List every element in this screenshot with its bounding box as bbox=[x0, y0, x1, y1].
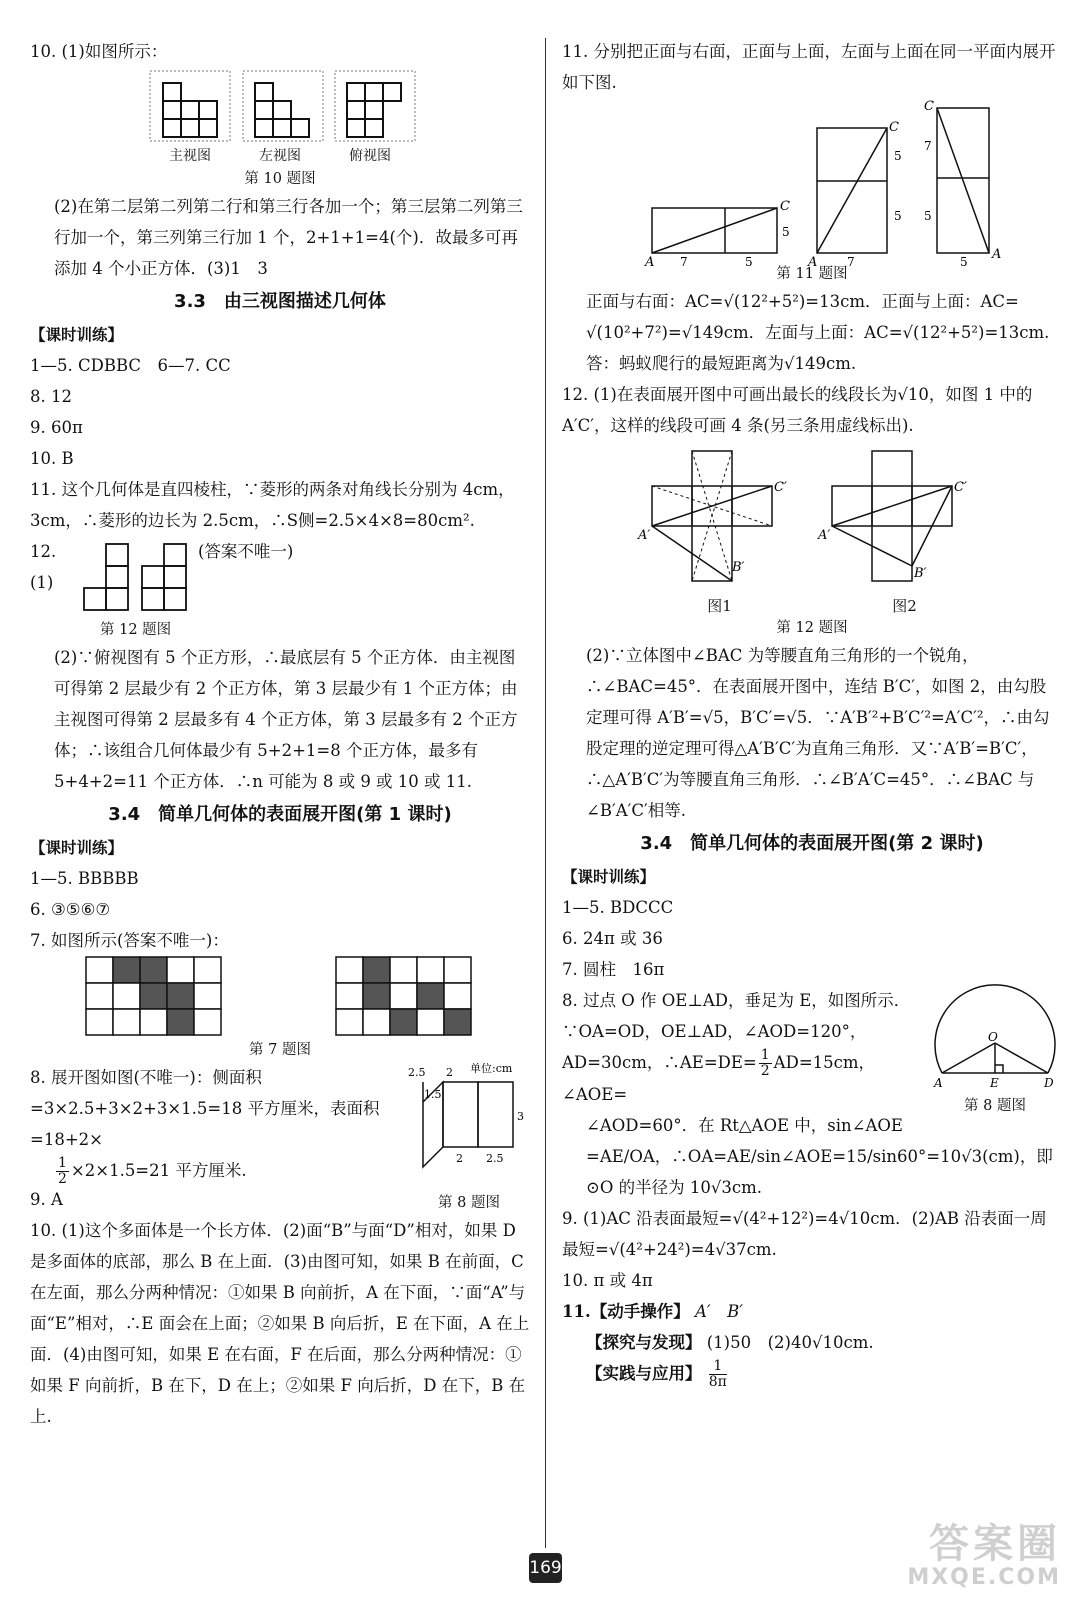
s34a-q10: 10. (1)这个多面体是一个长方体．(2)面“B”与面“D”相对，如果 D 是多面体的底部，那么 B 在上面．(3)由图可知，如果 B 在前面，C 在左面，那么分两种情况：①如果 B 向前折，A 在下面，∵面“A”与面“E”相对，∴E 面会在上面；②如果 B 向后折，E 在下面，A 在上面．(4)由图可知，如果 E 在右面，F 在后面，那么分两种情况：①如果 F 向前折，B 在下，D 在上；②如果 F 向后折，D 在下，B 在上. bbox=[30, 1221, 530, 1426]
fig11-a-A: A bbox=[645, 255, 655, 270]
fig11-b-C: C bbox=[889, 120, 899, 135]
fig11-c-A: A bbox=[992, 247, 1002, 262]
fig8b-caption: 第 8 题图 bbox=[964, 1098, 1026, 1114]
fig12-sub-1: 图1 bbox=[707, 597, 732, 615]
fig11-a-C: C bbox=[780, 199, 790, 214]
figure-7 bbox=[30, 956, 530, 1038]
s33-q12-body: (2)∵俯视图有 5 个正方形，∴最底层有 5 个正方体．由主视图可得第 2 层最少有 2 个正方体，第 3 层最少有 1 个正方体；由主视图可得第 2 层最多有 4 个正方体，第 3 层最多有 2 个正方体；∴该组合几何体最少有 5+2+1=8 个正方体，最多有 5+4+2=11 个正方体．∴n 可能为 8 或 9 或 10 或 11. bbox=[54, 648, 518, 791]
s34b-q8-d: =AE/OA，∴OA=AE/sin∠AOE=15/sin60°=10√3(cm)，即⊙O 的半径为 10√3cm. bbox=[586, 1147, 1053, 1197]
fig12-sublabels bbox=[627, 595, 997, 616]
s34b-q8-block bbox=[562, 985, 1062, 1141]
q12-body: (2)∵立体图中∠BAC 为等腰直角三角形的一个锐角，∴∠BAC=45°．在表面展开图中，连结 B′C′，如图 2，由勾股定理可得 A′B′=√5，B′C′=√5．∵A′B′²+B′C′²=A′C′²，∴由勾股定理的逆定理可得△A′B′C′为直角三角形．又∵A′B′=B′C′，∴△A′B′C′为等腰直角三角形．∴∠B′A′C=45°．∴∠BAC 与∠B′A′C′相等. bbox=[586, 646, 1050, 820]
s34a-q8: 8. 展开图如图(不唯一)：侧面积=3×2.5+3×2+3×1.5=18 平方厘米，表面积=18+2× bbox=[30, 1068, 380, 1149]
right-column bbox=[562, 36, 1062, 1390]
watermark-text: 答案圈 bbox=[929, 1521, 1061, 1567]
page-number: 169 bbox=[529, 1553, 562, 1583]
s34b-q8-a: 8. 过点 O 作 OE⊥AD，垂足为 E，如图所示．∵OA=OD，OE⊥AD，∠AOD=120°，AD=30cm，∴AE=DE= bbox=[562, 991, 911, 1072]
q12-head: 12. (1)在表面展开图中可画出最长的线段长为√10，如图 1 中的 A′C′，这样的线段可画 4 条(另三条用虚线标出). bbox=[562, 385, 1033, 435]
figure-8b-circle bbox=[930, 985, 1060, 1090]
q10-head: 10. (1)如图所示： bbox=[30, 42, 168, 61]
s34a-line2: 6. ③⑤⑥⑦ bbox=[30, 900, 111, 919]
figure-7-net-a bbox=[85, 956, 225, 1036]
s33-q11: 11. 这个几何体是直四棱柱，∵菱形的两条对角线长分别为 4cm，3cm，∴菱形的边长为 2.5cm，∴S侧=2.5×4×8=80cm². bbox=[30, 480, 515, 530]
s34b-q8-fraction: $\frac{1}{2}$ bbox=[760, 1047, 770, 1079]
section-3-3-tag: 【课时训练】 bbox=[30, 326, 124, 344]
figure-8b bbox=[930, 985, 1060, 1118]
fig8a-label-unit: 单位:cm bbox=[470, 1062, 513, 1075]
watermark-url: MXQE.COM bbox=[907, 1565, 1061, 1590]
section-3-4b-tag: 【课时训练】 bbox=[562, 868, 656, 886]
fig10-label-top: 俯视图 bbox=[349, 148, 391, 164]
fig11-b-7: 7 bbox=[847, 255, 855, 269]
s33-q12-note: (答案不唯一) bbox=[198, 542, 294, 561]
section-3-3-title: 3.3 由三视图描述几何体 bbox=[174, 291, 386, 312]
s34b-q9: 9. (1)AC 沿表面最短=√(4²+12²)=4√10cm．(2)AB 沿表面一周最短=√(4²+24²)=4√37cm. bbox=[562, 1209, 1047, 1259]
fig10-label-left: 左视图 bbox=[259, 148, 301, 164]
fig8a-label-3: 3 bbox=[517, 1110, 524, 1123]
fig8b-E: E bbox=[990, 1076, 999, 1090]
section-3-4a-title: 3.4 简单几何体的表面展开图(第 1 课时) bbox=[108, 804, 452, 825]
fig10-caption: 第 10 题图 bbox=[244, 171, 316, 187]
fig8a-label-2: 2 bbox=[446, 1066, 453, 1079]
s33-line2: 8. 12 bbox=[30, 387, 72, 406]
fig11-a-5: 5 bbox=[782, 225, 790, 239]
fig11-b-A: A bbox=[808, 255, 818, 270]
s34b-line3: 7. 圆柱 16π bbox=[562, 960, 665, 979]
fig8b-A: A bbox=[934, 1076, 943, 1090]
left-column bbox=[30, 36, 530, 1432]
s33-line4: 10. B bbox=[30, 449, 74, 468]
fig12-2-B: B′ bbox=[914, 566, 927, 581]
fig11-c-5: 5 bbox=[924, 209, 932, 223]
fig8a-label-15: 1.5 bbox=[424, 1088, 442, 1101]
fig12-sub-2: 图2 bbox=[892, 597, 917, 615]
section-3-4b-title: 3.4 简单几何体的表面展开图(第 2 课时) bbox=[640, 833, 984, 854]
figure-12a bbox=[84, 542, 194, 612]
fig11-a-5b: 5 bbox=[745, 255, 753, 269]
watermark-logo bbox=[907, 1522, 1061, 1590]
fig11-b-5: 5 bbox=[894, 149, 902, 163]
s34b-line2: 6. 24π 或 36 bbox=[562, 929, 663, 948]
s34b-q8-b: AD=15cm，∠AOE= bbox=[562, 1053, 876, 1104]
s34a-line1: 1—5. BBBBB bbox=[30, 869, 139, 888]
s34b-q11-ans2: (1)50 (2)40√10cm. bbox=[706, 1333, 874, 1352]
s34b-q11-tag: 11.【动手操作】 bbox=[562, 1302, 690, 1321]
fig12a-caption: 第 12 题图 bbox=[100, 622, 172, 638]
s33-line3: 9. 60π bbox=[30, 418, 83, 437]
s33-q12-row bbox=[30, 536, 530, 618]
fig11-c-C: C bbox=[924, 99, 934, 114]
fig8b-O: O bbox=[988, 1030, 998, 1044]
s34b-q8-c: ∠AOD=60°．在 Rt△AOE 中，sin∠AOE bbox=[586, 1116, 903, 1135]
fig7-caption: 第 7 题图 bbox=[249, 1042, 311, 1058]
figure-8a bbox=[408, 1062, 530, 1212]
s34a-line9: 9. A bbox=[30, 1190, 63, 1209]
s34b-line10: 10. π 或 4π bbox=[562, 1271, 653, 1290]
s34a-q8-fraction: $\frac{1}{2}$ bbox=[58, 1155, 67, 1187]
s34a-q8-tail: ×2×1.5=21 平方厘米. bbox=[70, 1161, 247, 1180]
fig12-1-B: B′ bbox=[732, 560, 745, 575]
figure-8a-net bbox=[408, 1062, 530, 1187]
column-divider bbox=[545, 38, 546, 1548]
fig11-c-5b: 5 bbox=[960, 255, 968, 269]
q10-body: (2)在第二层第二列第二行和第三行各加一个；第三层第二列第三行加一个，第三列第三行加 1 个，2+1+1=4(个)．故最多可再添加 4 个小正方体．(3)1 3 bbox=[54, 197, 523, 278]
s34b-line1: 1—5. BDCCC bbox=[562, 898, 674, 917]
fig11-c-7: 7 bbox=[924, 139, 932, 153]
fig11-a-7: 7 bbox=[680, 255, 688, 269]
s34b-q11-fraction: $\frac{1}{8\pi}$ bbox=[708, 1358, 727, 1390]
s33-line1: 1—5. CDBBC 6—7. CC bbox=[30, 356, 231, 375]
fig12-2-A: A′ bbox=[818, 528, 831, 543]
q11-line3: 答：蚂蚁爬行的最短距离为√149cm. bbox=[586, 354, 857, 373]
fig8b-D: D bbox=[1044, 1076, 1054, 1090]
fig11-b-5b: 5 bbox=[894, 209, 902, 223]
s34b-q11-tag3: 【实践与应用】 bbox=[586, 1364, 702, 1383]
fig12-1-C: C′ bbox=[774, 480, 787, 495]
s34a-q8-block bbox=[30, 1062, 530, 1212]
fig12-caption: 第 12 题图 bbox=[776, 620, 848, 636]
fig8a-label-25: 2.5 bbox=[408, 1066, 426, 1079]
q11-line1: 正面与右面：AC=√(12²+5²)=13cm．正面与上面：AC= bbox=[586, 292, 1019, 311]
fig11-caption: 第 11 题图 bbox=[776, 266, 848, 282]
fig8a-label-25b: 2.5 bbox=[486, 1152, 504, 1165]
fig8a-caption: 第 8 题图 bbox=[438, 1195, 500, 1211]
figure-11 bbox=[562, 98, 1062, 270]
section-3-4a-tag: 【课时训练】 bbox=[30, 839, 124, 857]
figure-10 bbox=[145, 67, 415, 167]
s34b-q11-tag2: 【探究与发现】 bbox=[586, 1333, 702, 1352]
fig12-1-A: A′ bbox=[638, 528, 651, 543]
fig10-label-main: 主视图 bbox=[169, 148, 211, 164]
s33-q12-head: 12. (1) bbox=[30, 542, 57, 592]
s34b-q11-ans: A′ B′ bbox=[694, 1302, 744, 1321]
figure-12 bbox=[562, 441, 1062, 591]
fig8a-label-2b: 2 bbox=[456, 1152, 463, 1165]
q11-line2: √(10²+7²)=√149cm．左面与上面：AC=√(12²+5²)=13cm. bbox=[586, 323, 1050, 342]
figure-7-net-b bbox=[335, 956, 475, 1036]
s34a-line3: 7. 如图所示(答案不唯一)： bbox=[30, 931, 229, 950]
q11-head: 11. 分别把正面与右面，正面与上面，左面与上面在同一平面内展开如下图. bbox=[562, 42, 1056, 92]
fig12-2-C: C′ bbox=[954, 480, 967, 495]
